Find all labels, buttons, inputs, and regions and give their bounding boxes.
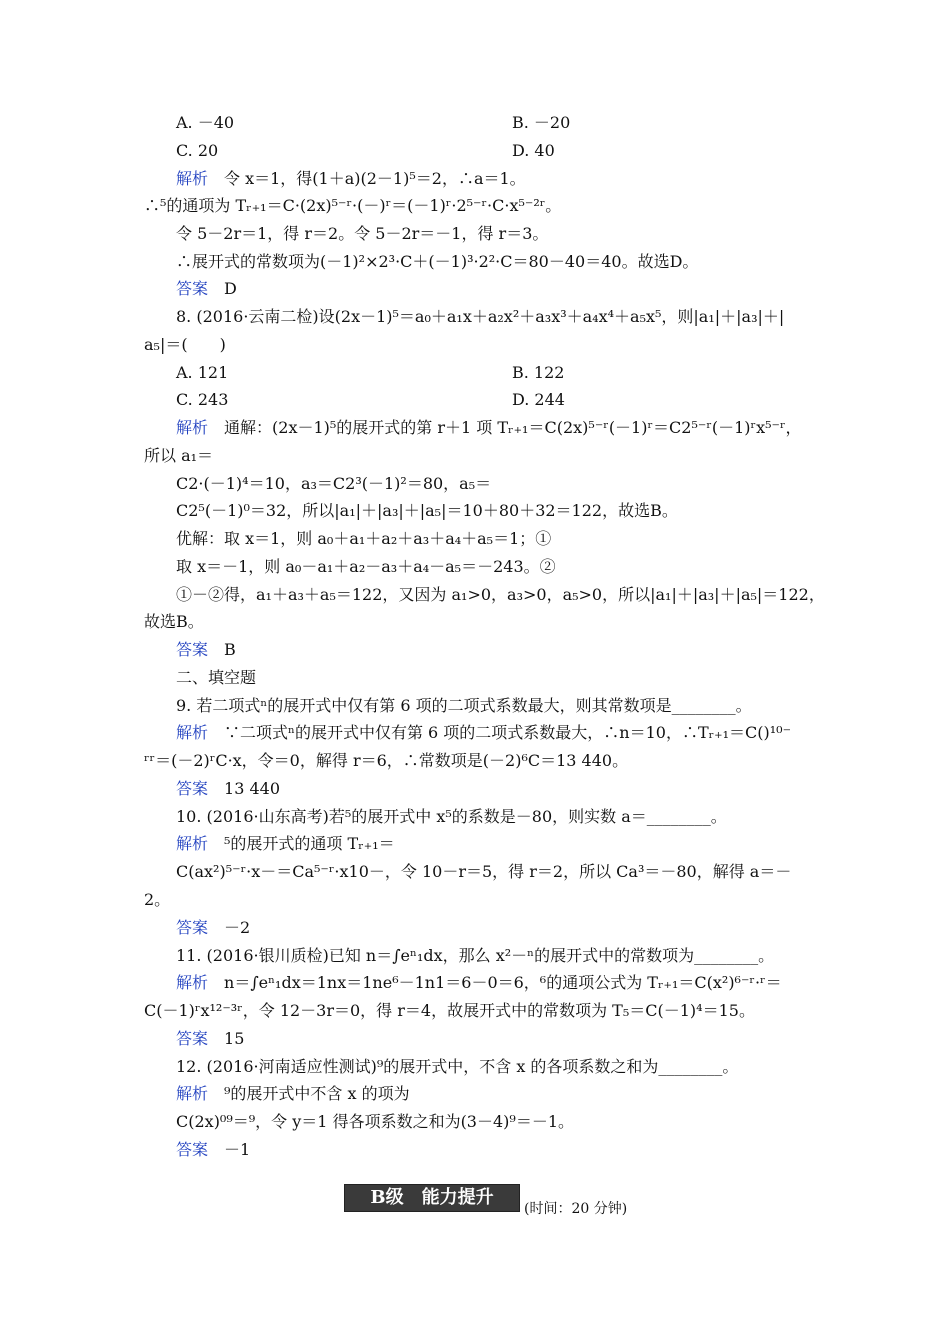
text-line bbox=[176, 834, 395, 854]
text-line bbox=[176, 946, 774, 966]
line-text: B. 122 bbox=[512, 363, 565, 382]
text-line bbox=[144, 890, 170, 910]
text-line bbox=[176, 363, 228, 383]
answer-label: 解析 bbox=[176, 834, 209, 853]
line-text: 8. (2016·云南二检)设(2x－1)⁵＝a₀＋a₁x＋a₂x²＋a₃x³＋a₄x⁴＋a₅x⁵，则|a₁|＋|a₃|＋| bbox=[176, 307, 785, 326]
text-line bbox=[176, 807, 727, 827]
line-text: 取 x＝－1，则 a₀－a₁＋a₂－a₃＋a₄－a₅＝－243。② bbox=[176, 557, 556, 576]
line-text: ⁵的展开式的通项 Tᵣ₊₁＝ bbox=[208, 834, 395, 853]
text-line bbox=[144, 612, 204, 632]
answer-label: 解析 bbox=[176, 1084, 209, 1103]
line-text: 通解：(2x－1)⁵的展开式的第 r＋1 项 Tᵣ₊₁＝C(2x)⁵⁻ʳ(－1)ʳ＝C2⁵⁻ʳ(－1)ʳx⁵⁻ʳ， bbox=[208, 418, 802, 437]
line-text: 令 5－2r＝1，得 r＝2。令 5－2r＝－1，得 r＝3。 bbox=[176, 224, 549, 243]
line-text: ʳʳ＝(－2)ʳC·x，令＝0，解得 r＝6，∴常数项是(－2)⁶C＝13 440。 bbox=[144, 751, 629, 770]
line-text: n＝∫eⁿ₁dx＝1nx＝1ne⁶－1n1＝6－0＝6，⁶的通项公式为 Tᵣ₊₁＝C(x²)⁶⁻ʳ·ʳ＝ bbox=[208, 973, 782, 992]
text-line bbox=[176, 1112, 574, 1132]
text-line bbox=[512, 141, 555, 161]
line-text: 15 bbox=[208, 1029, 245, 1048]
answer-label: 答案 bbox=[176, 1029, 209, 1048]
text-line bbox=[144, 196, 561, 216]
text-line bbox=[176, 1029, 244, 1049]
line-text: 12. (2016·河南适应性测试)⁹的展开式中，不含 x 的各项系数之和为________。 bbox=[176, 1057, 739, 1076]
line-text: －2 bbox=[208, 918, 251, 937]
text-line bbox=[176, 501, 678, 521]
text-line bbox=[176, 585, 825, 605]
line-text: ∴⁵的通项为 Tᵣ₊₁＝C·(2x)⁵⁻ʳ·(－)ʳ＝(－1)ʳ·2⁵⁻ʳ·C·x⁵⁻²ʳ。 bbox=[144, 196, 562, 215]
text-line bbox=[176, 1084, 410, 1104]
text-line bbox=[144, 751, 628, 771]
text-line bbox=[176, 252, 698, 272]
time-note: (时间：20 分钟) bbox=[524, 1201, 628, 1217]
line-text: －1 bbox=[208, 1140, 251, 1159]
text-line bbox=[176, 474, 491, 494]
text-line bbox=[144, 1001, 755, 1021]
text-line bbox=[176, 279, 237, 299]
line-text: C. 243 bbox=[176, 390, 229, 409]
line-text: ①－②得，a₁＋a₃＋a₅＝122，又因为 a₁>0，a₃>0，a₅>0，所以|a₁|＋|a₃|＋|a₅|＝122， bbox=[176, 585, 825, 604]
line-text: a₅|＝( ) bbox=[144, 335, 226, 354]
line-text: D bbox=[208, 279, 237, 298]
text-line bbox=[176, 529, 551, 549]
line-text: 2。 bbox=[144, 890, 171, 909]
line-text: 令 x＝1，得(1＋a)(2－1)⁵＝2，∴a＝1。 bbox=[208, 169, 526, 188]
text-line bbox=[176, 141, 218, 161]
answer-label: 解析 bbox=[176, 973, 209, 992]
section-banner: B级 能力提升 bbox=[344, 1184, 520, 1212]
answer-label: 解析 bbox=[176, 169, 209, 188]
answer-label: 解析 bbox=[176, 723, 209, 742]
text-line bbox=[176, 668, 256, 688]
text-line bbox=[176, 779, 280, 799]
line-text: A. －40 bbox=[176, 113, 235, 132]
answer-label: 答案 bbox=[176, 279, 209, 298]
text-line bbox=[144, 446, 213, 466]
answer-label: 答案 bbox=[176, 918, 209, 937]
answer-label: 答案 bbox=[176, 779, 209, 798]
text-line bbox=[512, 113, 570, 133]
line-text: C(ax²)⁵⁻ʳ·x－＝Ca⁵⁻ʳ·x10－，令 10－r＝5，得 r＝2，所以 Ca³＝－80，解得 a＝－ bbox=[176, 862, 792, 881]
line-text: C(－1)ʳx¹²⁻³ʳ，令 12－3r＝0，得 r＝4，故展开式中的常数项为 T₅＝C(－1)⁴＝15。 bbox=[144, 1001, 755, 1020]
line-text: 9. 若二项式ⁿ的展开式中仅有第 6 项的二项式系数最大，则其常数项是________。 bbox=[176, 696, 752, 715]
text-line bbox=[176, 224, 548, 244]
line-text: C2·(－1)⁴＝10，a₃＝C2³(－1)²＝80，a₅＝ bbox=[176, 474, 492, 493]
line-text: 二、填空题 bbox=[176, 668, 257, 687]
text-line bbox=[176, 640, 236, 660]
line-text: 故选B。 bbox=[144, 612, 204, 631]
line-text: ∵二项式ⁿ的展开式中仅有第 6 项的二项式系数最大，∴n＝10，∴Tᵣ₊₁＝C()¹⁰⁻ bbox=[208, 723, 792, 742]
text-line bbox=[176, 307, 784, 327]
line-text: 10. (2016·山东高考)若⁵的展开式中 x⁵的系数是－80，则实数 a＝________。 bbox=[176, 807, 727, 826]
text-line bbox=[176, 390, 228, 410]
line-text: D. 244 bbox=[512, 390, 565, 409]
text-line bbox=[176, 1140, 250, 1160]
text-line bbox=[176, 973, 782, 993]
answer-label: 答案 bbox=[176, 1140, 209, 1159]
text-line bbox=[512, 363, 564, 383]
text-line bbox=[176, 918, 250, 938]
line-text: B bbox=[208, 640, 236, 659]
text-line bbox=[144, 335, 226, 355]
line-text: D. 40 bbox=[512, 141, 555, 160]
line-text: ∴展开式的常数项为(－1)²×2³·C＋(－1)³·2²·C＝80－40＝40。故选D。 bbox=[176, 252, 699, 271]
answer-label: 解析 bbox=[176, 418, 209, 437]
line-text: A. 121 bbox=[176, 363, 229, 382]
line-text: C2⁵(－1)⁰＝32，所以|a₁|＋|a₃|＋|a₅|＝10＋80＋32＝122，故选B。 bbox=[176, 501, 678, 520]
line-text: 优解：取 x＝1，则 a₀＋a₁＋a₂＋a₃＋a₄＋a₅＝1；① bbox=[176, 529, 552, 548]
text-line bbox=[176, 557, 556, 577]
text-line bbox=[176, 169, 526, 189]
answer-label: 答案 bbox=[176, 640, 209, 659]
line-text: C. 20 bbox=[176, 141, 219, 160]
text-line bbox=[176, 113, 234, 133]
line-text: 11. (2016·银川质检)已知 n＝∫eⁿ₁dx，那么 x²－ⁿ的展开式中的常数项为________。 bbox=[176, 946, 775, 965]
text-line bbox=[176, 1057, 738, 1077]
line-text: ⁹的展开式中不含 x 的项为 bbox=[208, 1084, 410, 1103]
text-line bbox=[176, 723, 791, 743]
line-text: 13 440 bbox=[208, 779, 281, 798]
text-line bbox=[176, 696, 752, 716]
text-line bbox=[176, 418, 802, 438]
line-text: B. －20 bbox=[512, 113, 571, 132]
line-text: 所以 a₁＝ bbox=[144, 446, 214, 465]
line-text: C(2x)⁰⁹＝⁹，令 y＝1 得各项系数之和为(3－4)⁹＝－1。 bbox=[176, 1112, 575, 1131]
text-line bbox=[176, 862, 791, 882]
text-line bbox=[512, 390, 565, 410]
